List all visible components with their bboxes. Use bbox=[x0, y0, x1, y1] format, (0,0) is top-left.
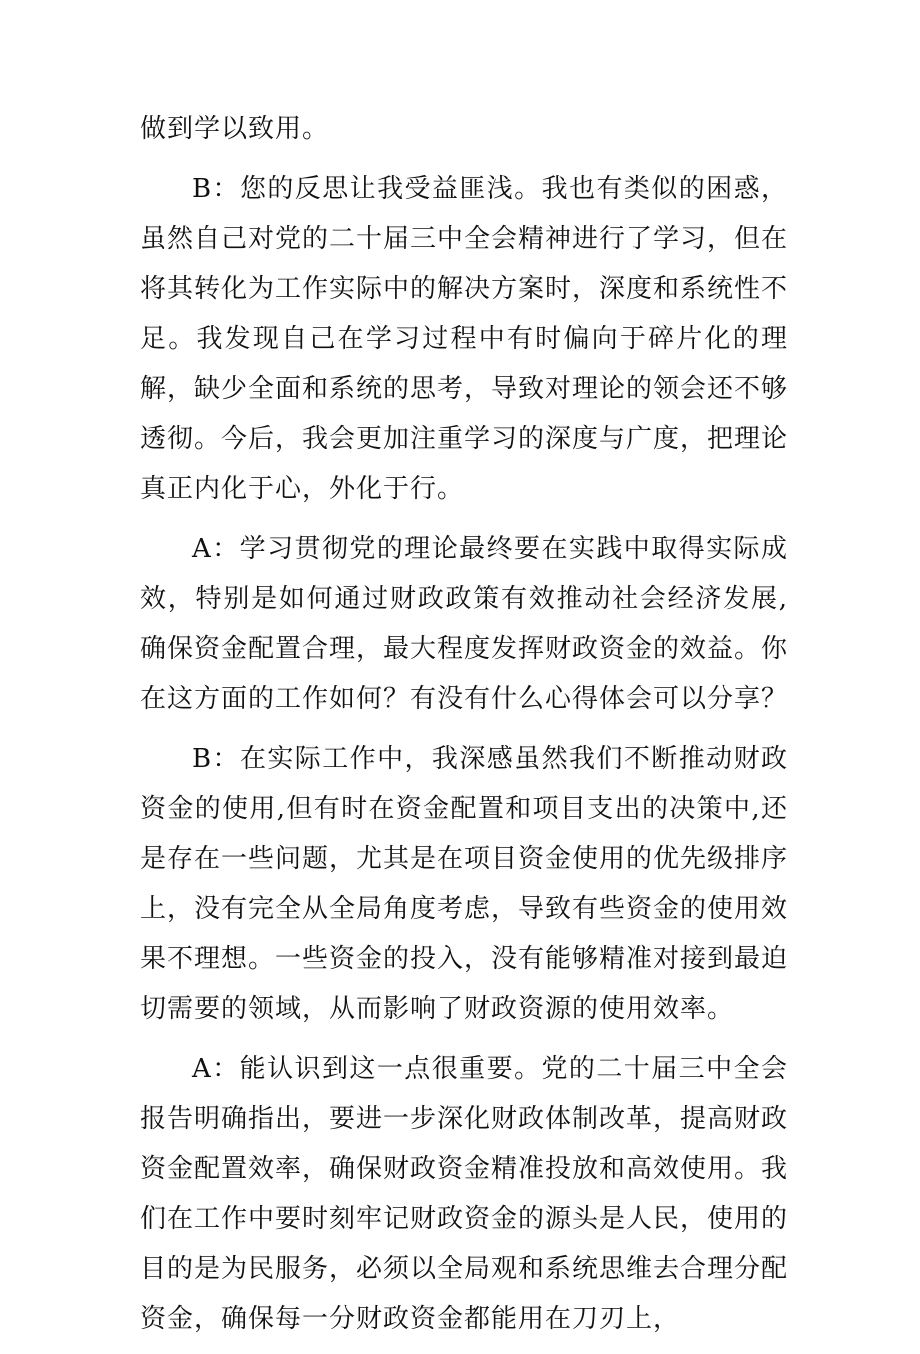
paragraph-b-practice: B：在实际工作中，我深感虽然我们不断推动财政资金的使用,但有时在资金配置和项目支出的决策中,还是存在一些问题，尤其是在项目资金使用的优先级排序上，没有完全从全局角度考虑，导致有些资金的使用效果不理想。一些资金的投入，没有能够精准对接到最迫切需要的领域，从而影响了财政资源的使用效率。 bbox=[140, 744, 789, 1024]
paragraph-a-question: A：学习贯彻党的理论最终要在实践中取得实际成效，特别是如何通过财政政策有效推动社会经济发展,确保资金配置合理，最大程度发挥财政资金的效益。你在这方面的工作如何？有没有什么心得体会可以分享？ bbox=[140, 534, 789, 714]
document-body bbox=[140, 104, 788, 1354]
paragraph-continuation: 做到学以致用。 bbox=[140, 114, 330, 144]
paragraph-a-response: A：能认识到这一点很重要。党的二十届三中全会报告明确指出，要进一步深化财政体制改革，提高财政资金配置效率，确保财政资金精准投放和高效使用。我们在工作中要时刻牢记财政资金的源头是人民，使用的目的是为民服务，必须以全局观和系统思维去合理分配资金，确保每一分财政资金都能用在刀刃上， bbox=[140, 1054, 789, 1334]
paragraph-b-reflection: B：您的反思让我受益匪浅。我也有类似的困惑，虽然自己对党的二十届三中全会精神进行了学习，但在将其转化为工作实际中的解决方案时，深度和系统性不足。我发现自己在学习过程中有时偏向于碎片化的理解，缺少全面和系统的思考，导致对理论的领会还不够透彻。今后，我会更加注重学习的深度与广度，把理论真正内化于心，外化于行。 bbox=[140, 174, 789, 504]
